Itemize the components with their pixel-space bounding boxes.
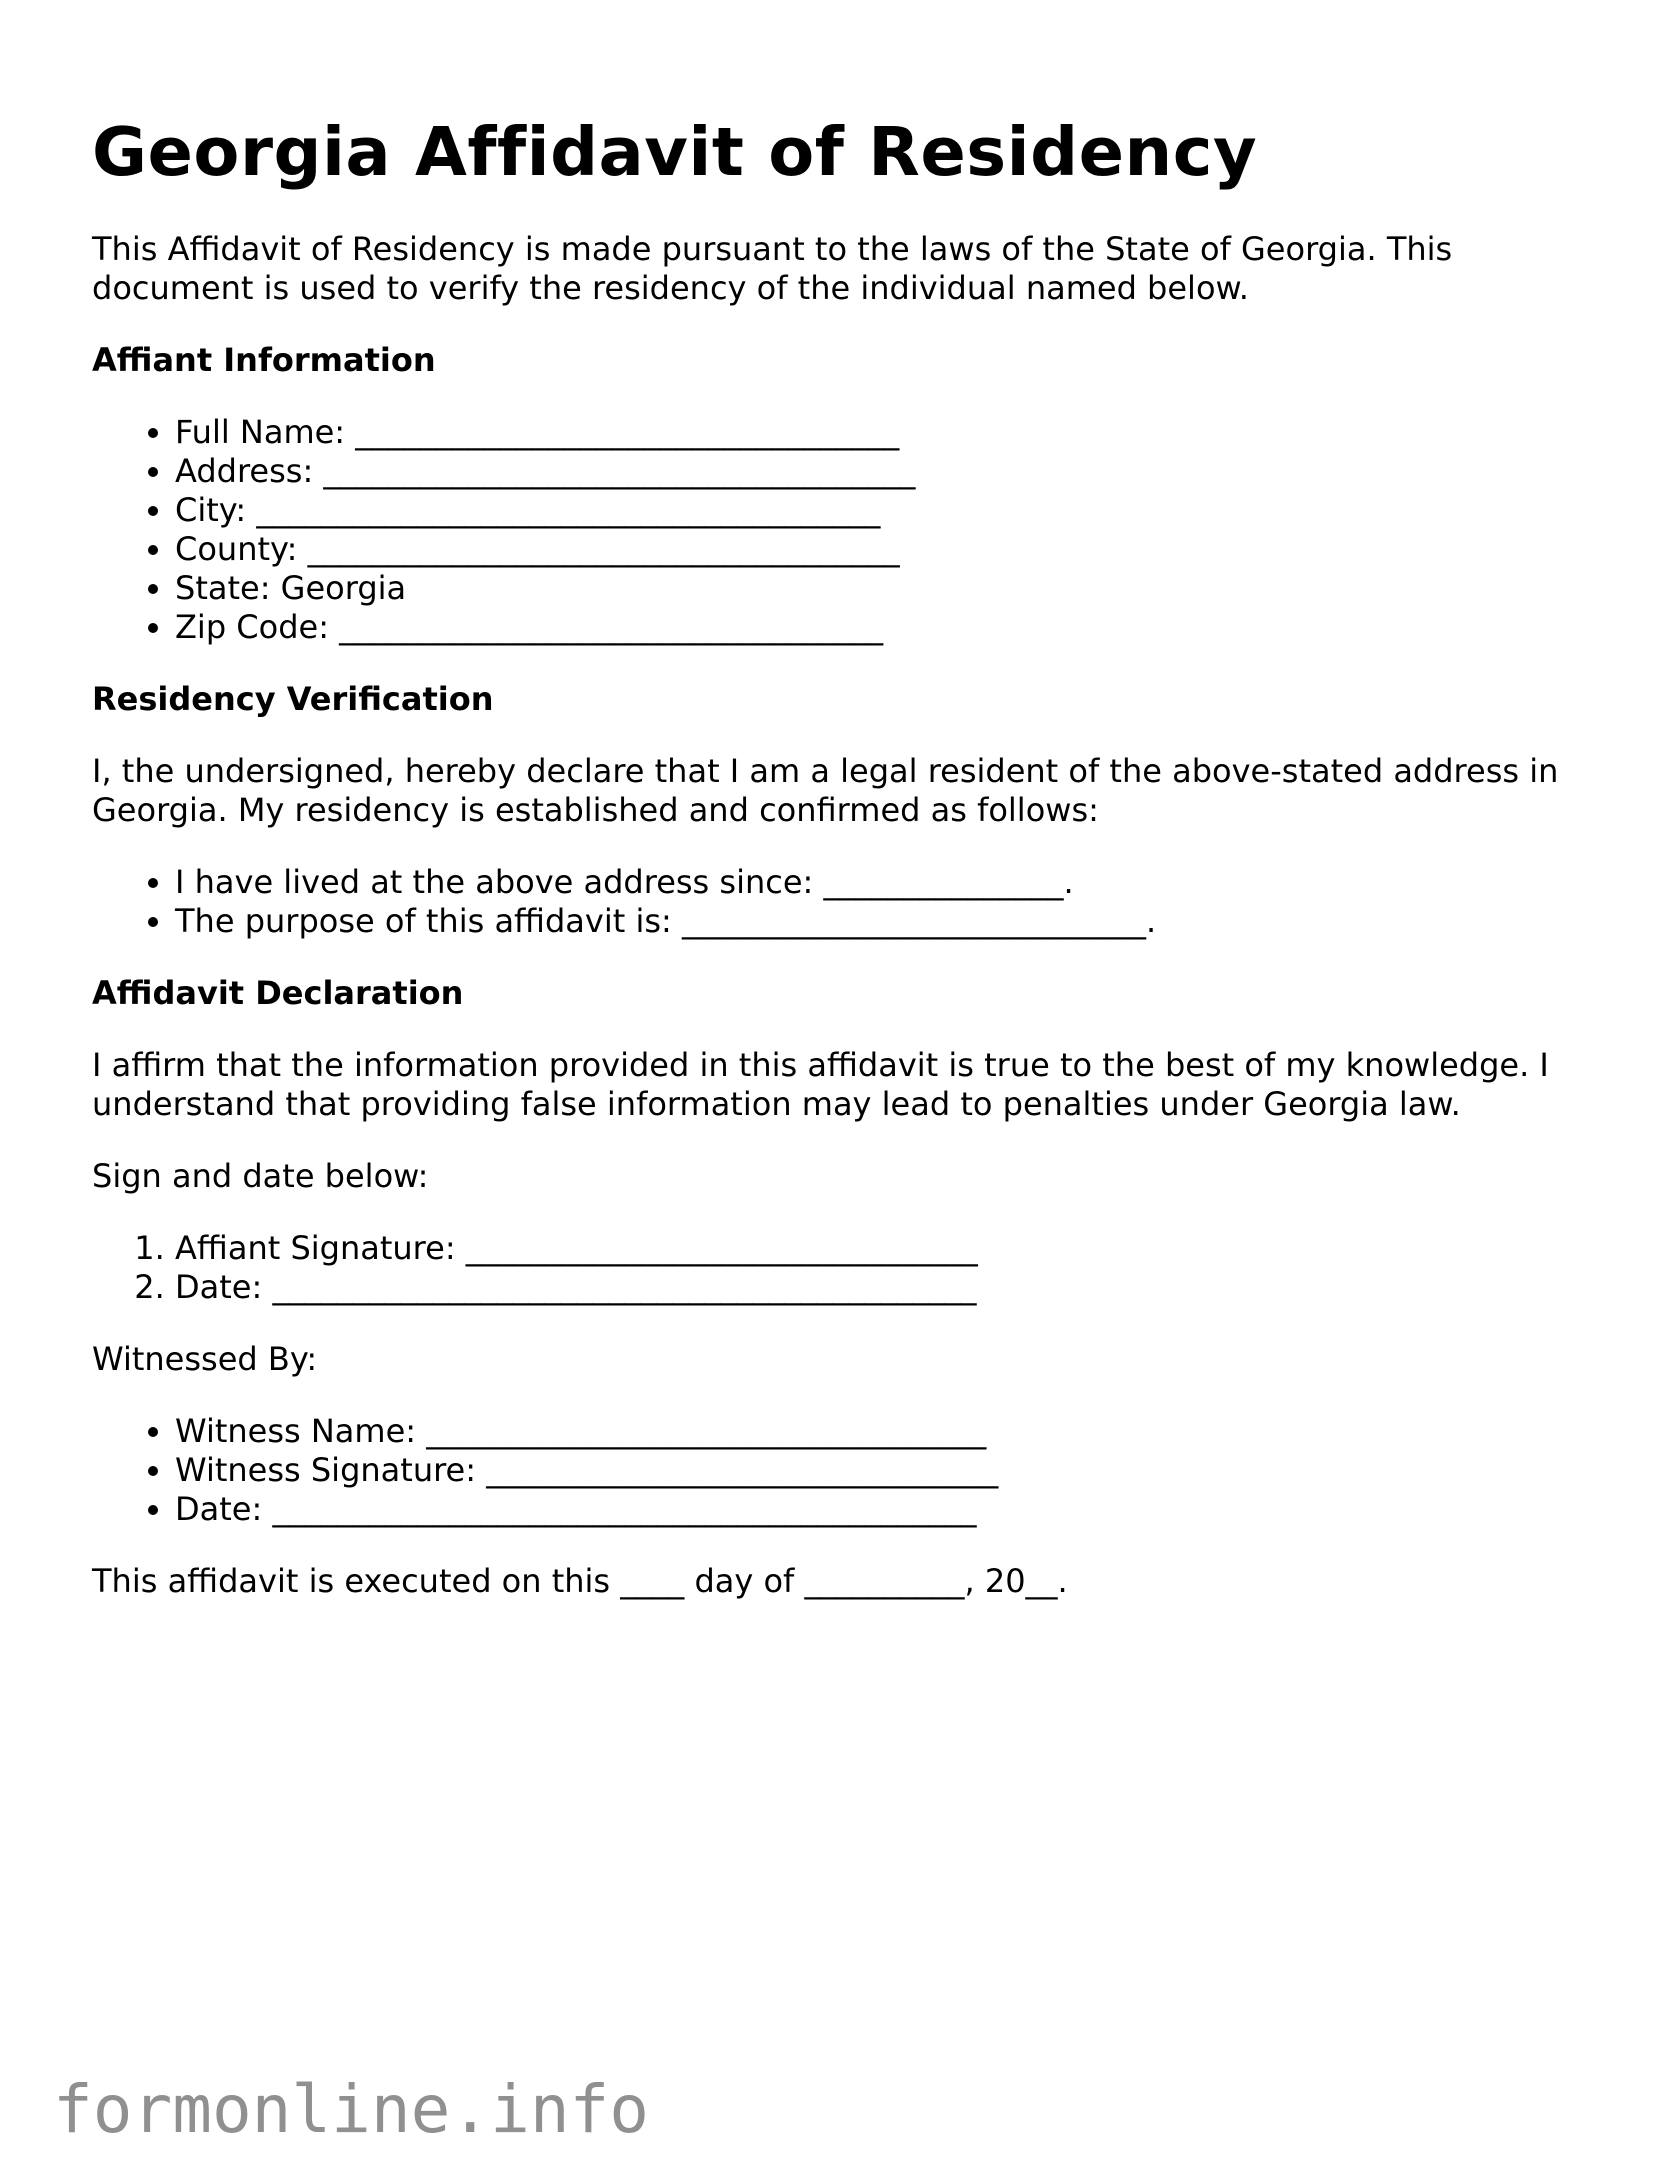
witness-name-line: • Witness Name: ___________________________________ <box>175 1412 1592 1451</box>
watermark: formonline.info <box>53 2071 650 2148</box>
witness-signature-line: • Witness Signature: ________________________________ <box>175 1451 1592 1490</box>
affiant-city: • City: _______________________________________ <box>175 491 1592 530</box>
residency-purpose: • The purpose of this affidavit is: _____________________________. <box>175 902 1592 941</box>
witness-date-line: • Date: ____________________________________________ <box>175 1490 1592 1529</box>
affiant-county: • County: _____________________________________ <box>175 530 1592 569</box>
affiant-state: • State: Georgia <box>175 569 1592 608</box>
affiant-signature-line: 1. Affiant Signature: ________________________________ <box>175 1229 1592 1268</box>
declaration-paragraph: I affirm that the information provided in this affidavit is true to the best of my knowledge. I understand that providing false information may lead to penalties under Georgia law. <box>92 1046 1549 1123</box>
intro-paragraph: This Affidavit of Residency is made pursuant to the laws of the State of Georgia. This document is used to verify the residency of the individual named below. <box>92 230 1453 307</box>
affiant-full-name: • Full Name: __________________________________ <box>175 413 1592 452</box>
document-page <box>92 108 1592 1634</box>
affiant-zip-code: • Zip Code: __________________________________ <box>175 608 1592 647</box>
affiant-heading: Affiant Information <box>92 341 436 379</box>
declaration-heading: Affidavit Declaration <box>92 974 464 1012</box>
residency-list <box>92 863 1592 941</box>
execution-statement: This affidavit is executed on this ____ day of __________, 20__. <box>92 1562 1068 1600</box>
residency-heading: Residency Verification <box>92 680 494 718</box>
page-title: Georgia Affidavit of Residency <box>92 113 1258 191</box>
witness-list <box>92 1412 1592 1529</box>
affiant-address: • Address: _____________________________________ <box>175 452 1592 491</box>
residency-since: • I have lived at the above address since: _______________. <box>175 863 1592 902</box>
witness-label: Witnessed By: <box>92 1340 318 1378</box>
sign-prompt: Sign and date below: <box>92 1157 429 1195</box>
affiant-date-line: 2. Date: ____________________________________________ <box>175 1268 1592 1307</box>
signature-list <box>92 1229 1592 1307</box>
residency-paragraph: I, the undersigned, hereby declare that I am a legal resident of the above-stated address in Georgia. My residency is established and confirmed as follows: <box>92 752 1559 829</box>
affiant-list <box>92 413 1592 647</box>
